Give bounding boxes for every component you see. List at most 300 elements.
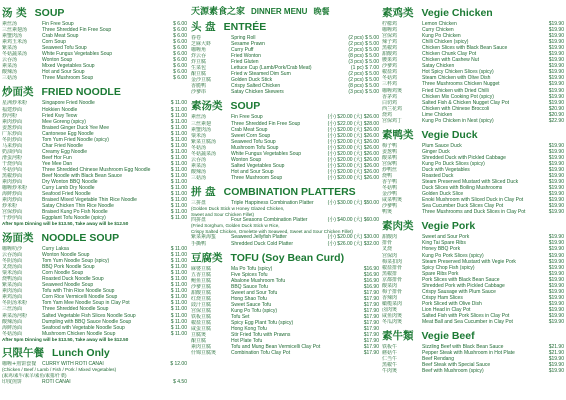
item-name-cn: 排骨 <box>382 240 393 247</box>
item-name-cn: 宫保鸭 <box>382 160 398 167</box>
item-name: Fried w Steamed Dim Sum <box>231 71 291 78</box>
item-price: $19.90 <box>548 148 564 155</box>
item-name-cn: 烧鸭 <box>382 173 393 180</box>
item-name: Shredded Pork with Pickled Cabbage <box>422 282 505 289</box>
item-name-cn: 咖喱叻沙 <box>2 246 23 252</box>
item-name: Tofu and Mung Bean Vermicelli Clay Pot <box>231 344 321 351</box>
item-name-cn: 星洲炒米粉 <box>2 100 28 107</box>
section-title-cn: 素牛類 <box>382 330 414 343</box>
item-price: $19.90 <box>548 356 564 363</box>
item-price: $ 11.00 <box>170 288 187 295</box>
item-name-cn: 素菜汤 <box>191 162 207 169</box>
item-name-cn: 椒盐鸡 <box>382 69 398 76</box>
item-name: Salted Fish & Chicken Nugget Clay Pot <box>422 99 509 106</box>
item-name-cn: 三菇汤 <box>191 174 207 181</box>
item-name: Pepper Steak with Mushroom in Hot Plate <box>422 350 515 357</box>
item-price: $ 11.00 <box>170 191 187 198</box>
item-name-cn: 白切鸡 <box>382 99 398 106</box>
item-price: $16.90 <box>363 265 379 272</box>
item-name-cn: 沙爹鸡 <box>382 63 398 70</box>
item-name-cn: 素肉炒面 <box>2 118 23 125</box>
item-price: $20.90 <box>548 111 564 118</box>
item-price: $17.90 <box>363 295 379 302</box>
item-price: $17.90 <box>363 338 379 345</box>
price-note: After 5pm Dinning will be $13.50, Take away will be $12.50 <box>2 336 129 342</box>
item-name-cn: 酸辣汤 <box>191 168 207 175</box>
item-price: (小) $20.00 (大) $30.00 <box>327 234 379 241</box>
item-name-cn: 咖喱鸡 <box>382 27 398 34</box>
item-name: Curry Chicken <box>422 27 454 34</box>
item-name-cn: 黑椒炒面 <box>2 173 23 180</box>
item-name-cn: 紫菜素海蜇 <box>191 234 217 241</box>
item-name-cn: 豉汁豆腐 <box>191 301 212 308</box>
item-name: CURRY WITH ROTI CANAI <box>42 361 104 368</box>
item-name-cn: 素肉豆腐 <box>191 344 212 351</box>
item-price: $19.90 <box>548 87 564 94</box>
item-name: Plum Sauce Duck <box>422 142 462 149</box>
item-price: $19.90 <box>548 209 564 216</box>
item-price: $19.90 <box>548 270 564 277</box>
item-name-cn: 酸辣汤面 <box>2 318 23 325</box>
section-title-cn: 炒面类 <box>2 86 34 99</box>
platter-detail: Crispy Salted Chicken, Omelette with Seaweed, Sweet and Sour Chicken Fillet) <box>191 228 353 234</box>
item-name-cn: 冬菇鸡 <box>382 75 398 82</box>
item-price: (小) $26.00 (大) $32.00 <box>327 240 379 247</box>
menu-item <box>2 331 187 337</box>
item-price: $ 11.00 <box>170 136 187 143</box>
item-name: Satay Chicken Thin Rice Noodle <box>42 203 114 210</box>
item-name: Fried Wonton <box>231 53 261 60</box>
item-price: (2 pcs) $ 5.00 <box>348 71 379 78</box>
item-name: Kung Po Chicken in Nest (spicy) <box>422 117 494 124</box>
item-name: ROTI CANAI <box>42 378 71 385</box>
item-name: Hong Kong Tofu <box>231 326 267 333</box>
section-title-cn: 素汤类 <box>191 100 223 113</box>
item-name: Meat Ball and Sea Cucumber in Clay Pot <box>422 319 513 326</box>
item-price: $19.90 <box>548 294 564 301</box>
item-price: $ 6.00 <box>173 39 187 46</box>
item-name: Abalone Mushroom Tofu <box>231 277 286 284</box>
item-price: $19.90 <box>548 45 564 52</box>
platter-detail: Sweet and Sour Chicken Fillet) <box>191 211 255 217</box>
item-name-cn: 粟米汤 <box>191 132 207 139</box>
item-price: (小) $20.00 (大) $26.00 <box>327 156 379 163</box>
item-price: $ 11.00 <box>170 160 187 167</box>
item-price: $17.90 <box>363 301 379 308</box>
item-price: $ 11.00 <box>170 276 187 283</box>
menu-item <box>382 319 564 325</box>
item-name-cn: 冬菇鸭 <box>382 185 398 192</box>
lunch-options: (Chicken / Beef / Lamb / Fish / Pork / Mixed Vegetables) <box>2 367 117 373</box>
item-price: $19.90 <box>548 63 564 70</box>
item-price: $ 6.00 <box>173 33 187 40</box>
entree-section <box>191 19 379 95</box>
section-title: Vegie Pork <box>421 220 476 233</box>
item-name-cn: 香脆鸭 <box>191 83 207 90</box>
item-price: $19.90 <box>548 75 564 82</box>
item-name: Hot Spicy Chicken Slices (spicy) <box>422 69 494 76</box>
section-title-cn: 素鸭类 <box>382 128 414 141</box>
lunch-section <box>2 345 187 384</box>
item-name: Chicken with Cashew Nut <box>422 57 479 64</box>
menu-item <box>191 175 379 181</box>
item-name: Three Shredded Fin Free Soup <box>42 27 112 34</box>
item-price: (小) $22.00 (大) $28.00 <box>327 120 379 127</box>
item-name: Enoki Mushroom with Sliced Duck in Clay Pot <box>422 197 524 204</box>
item-name-cn: 云吞汤 <box>191 156 207 163</box>
item-name: Lettuce Cup (Lamb/Pork/Crab Meat) <box>231 65 312 72</box>
item-name: Salted Fish with Pork Slices in Clay Pot <box>422 312 510 319</box>
item-name: Lime Chicken <box>422 111 453 118</box>
item-name: Three Shredded Noodle Soup <box>42 306 109 313</box>
item-name-cn: 咸鱼肉煲 <box>382 312 403 319</box>
item-name: Spicy Egg Plant Tofu (spicy) <box>231 319 294 326</box>
item-name: Four Seasons Combination Platter <box>231 217 308 224</box>
item-name: Singapore Fried Noodle <box>42 100 95 107</box>
item-name: Three Mushroom Soup <box>42 75 94 82</box>
item-name: Fin Free Soup <box>231 114 263 121</box>
item-name: Shredded Duck Cold Platter <box>231 240 293 247</box>
item-name-cn: 宫保肉 <box>382 252 398 259</box>
menu-column-1 <box>2 4 187 388</box>
item-price: (小) $20.00 (大) $26.00 <box>327 138 379 145</box>
item-name-cn: 梅子排骨 <box>382 288 403 295</box>
item-price: $ 11.00 <box>170 203 187 210</box>
section-title: ENTRÉE <box>223 21 267 33</box>
menu-item <box>191 241 379 247</box>
item-name: Wonton Soup <box>231 156 262 163</box>
item-name: Five Spices Tofu <box>231 271 268 278</box>
item-price: $19.90 <box>548 93 564 100</box>
item-price: $16.90 <box>363 271 379 278</box>
item-name-cn: 素蟹肉汤 <box>2 33 23 40</box>
item-price: $ 12.00 <box>170 361 187 368</box>
item-name: Sweet and Sour Pork <box>422 234 470 241</box>
item-name-cn: 宫保炒面 <box>2 209 23 216</box>
item-name: White Fungus Vegetables Soup <box>231 150 302 157</box>
section-title-cn: 拼 盘 <box>191 185 216 198</box>
item-name: Spare Ribs Pork <box>422 270 459 277</box>
item-name-cn: 三菇汤 <box>2 75 18 82</box>
item-price: $ 11.00 <box>170 258 187 265</box>
soup-section <box>2 5 187 81</box>
item-name: Braised Ginger Duck Yee Mee <box>42 124 109 131</box>
item-name-cn: 广东炒面 <box>2 130 23 137</box>
item-price: $ 11.00 <box>170 100 187 107</box>
item-name-cn: 咖喱+煎饼套餐 <box>2 361 37 368</box>
item-name: Tofu with Thin Rice Noodle Soup <box>42 288 115 295</box>
item-name-cn: 炸云吞 <box>191 53 207 60</box>
item-name: Crab Meat Soup <box>231 126 268 133</box>
item-name-cn: 酸菜肉 <box>382 282 398 289</box>
item-price: $ 11.00 <box>170 130 187 137</box>
item-name: Yee Mee Dan <box>42 160 73 167</box>
item-price: $21.90 <box>548 350 564 357</box>
item-name: Ma Po Tofu (spicy) <box>231 265 273 272</box>
item-price: $ 11.00 <box>170 185 187 192</box>
item-name-cn: 干炒伊面 <box>2 215 23 222</box>
item-name-cn: 海鲜炒面 <box>2 191 23 198</box>
item-name-cn: 什锦豆腐煲 <box>191 350 217 357</box>
item-price: $19.90 <box>548 258 564 265</box>
item-price: $ 11.00 <box>170 282 187 289</box>
menu-title: DINNER MENU <box>251 7 308 16</box>
item-name: Steam Preserved Mustard with Sliced Duck <box>422 179 519 186</box>
item-name: Ginger Duck <box>422 148 450 155</box>
item-name-cn: 烧鸡 <box>382 111 393 118</box>
item-name: Stir Fried Tofu with Prawns <box>231 332 291 339</box>
item-name: Crispy Ham Slices <box>422 294 463 301</box>
item-name: Beef Hor Fun <box>42 154 72 161</box>
item-name-cn: 冬菇汤面 <box>2 330 23 337</box>
price-note: After 5pm Dinning will be $13.50, Take away will be $12.50 <box>2 221 129 227</box>
item-name: Chicken Slices with Black Bean Sauce <box>422 45 508 52</box>
item-name-cn: 红烧豆腐 <box>191 295 212 302</box>
item-price: $20.90 <box>548 105 564 112</box>
item-price: (小) $20.00 (大) $26.00 <box>327 174 379 181</box>
menu-item <box>2 379 187 385</box>
menu-item <box>2 75 187 81</box>
item-name: Three Mushrooms and Duck Slices in Clay Pot <box>422 209 526 216</box>
item-name: Satay Chicken <box>422 63 455 70</box>
item-price: $19.90 <box>548 33 564 40</box>
item-name: Corn Noodle Soup <box>42 270 84 277</box>
item-name-cn: 素肉汤面 <box>2 288 23 295</box>
menu-column-3 <box>382 4 564 377</box>
item-name: Curry Puff <box>231 47 254 54</box>
item-name-cn: 甜酸肉 <box>382 234 398 241</box>
item-price: $19.90 <box>548 81 564 88</box>
item-name: Chicken Mix Cooking Pot (spicy) <box>422 93 494 100</box>
item-name-cn: 橄榄菜肉 <box>382 300 403 307</box>
item-name: Crispy Salted Chicken <box>231 83 281 90</box>
item-name-cn: 芝麻大虾 <box>191 41 212 48</box>
item-name-cn: 春卷 <box>191 35 202 41</box>
item-name: Spring Roll <box>231 35 256 41</box>
item-name: Three Mushroom Soup <box>231 174 283 181</box>
item-name: Beef Steak with Special Sauce <box>422 362 491 369</box>
tofu-section <box>191 250 379 357</box>
item-name-cn: 云吞汤 <box>2 57 18 64</box>
item-name-cn: 金沙豆腐 <box>191 77 212 84</box>
item-price: $ 6.00 <box>173 75 187 82</box>
menu-item <box>382 368 564 374</box>
item-name: Kung Po Pork Slices (spicy) <box>422 252 484 259</box>
item-name-cn: 冬阴汤面 <box>2 258 23 265</box>
item-price: $19.90 <box>548 276 564 283</box>
platter-detail: (Golden Duck Stick w Honey Glazed Chicken, <box>191 206 285 212</box>
item-name: Corn Rice Vermicelli Noodle Soup <box>42 294 118 301</box>
item-name-cn: 云吞汤面 <box>2 252 23 259</box>
item-price: (小) $20.00 (大) $26.00 <box>327 162 379 169</box>
item-name-cn: 宫保豆腐 <box>191 307 212 314</box>
item-name-cn: 四拼盘 <box>191 217 207 224</box>
item-name: Beef with Mushroom (spicy) <box>422 368 484 375</box>
item-price: $19.90 <box>548 288 564 295</box>
item-name-cn: 沙爹鸭 <box>382 203 398 210</box>
item-price: $19.90 <box>548 166 564 173</box>
item-name-cn: 紫菜豆腐汤 <box>191 138 217 145</box>
item-name-cn: 梅菜扣肉 <box>382 258 403 265</box>
item-name: Beef Noodle with Black Bean Sauce <box>42 173 123 180</box>
item-name-cn: 冬菇蔬菜汤 <box>2 51 28 58</box>
item-name-cn: 素蟹肉汤 <box>191 126 212 133</box>
item-price: $19.90 <box>548 282 564 289</box>
item-name-cn: 沙爹串 <box>191 89 207 96</box>
item-name-cn: 生菜包 <box>191 65 207 72</box>
item-price: $ 11.00 <box>170 142 187 149</box>
item-name: Hot and Sour Soup <box>42 69 85 76</box>
item-price: $ 6.00 <box>173 57 187 64</box>
item-name-cn: 冬菇伊面 <box>2 166 23 173</box>
item-name: Salted Vegetable Fish Slices Noodle Soup <box>42 312 136 319</box>
item-name-cn: 咖喱炒米粉 <box>2 185 28 192</box>
section-title-cn: 豆腐类 <box>191 251 223 264</box>
item-name: Tom Yum Fried Noodle (spicy) <box>42 136 109 143</box>
item-name-cn: 黑椒鸡 <box>382 45 398 52</box>
item-price: $19.90 <box>548 160 564 167</box>
item-price: (小) $20.00 (大) $26.00 <box>327 150 379 157</box>
item-name-cn: 黑椒排 <box>382 270 398 277</box>
item-name-cn: 三丝素翅汤 <box>2 27 28 34</box>
item-name: Three Shredded Chinese Mushroom Egg Noodle <box>42 166 151 173</box>
item-name-cn: 三丝素翅 <box>191 120 212 127</box>
item-price: $19.90 <box>548 142 564 149</box>
section-title: SOUP <box>230 100 261 113</box>
item-name-cn: 炒河粉 <box>2 112 18 119</box>
item-name: Steam Chicken with Olive Dish <box>422 75 491 82</box>
item-price: $ 11.00 <box>170 112 187 119</box>
item-name-cn: 印度煎饼 <box>2 378 23 385</box>
item-price: $ 11.00 <box>170 246 187 252</box>
item-price: (小) $20.00 (大) $26.00 <box>327 132 379 139</box>
item-name: Sizzling Beef with Black Bean Sauce <box>422 344 504 351</box>
menu-item <box>191 89 379 95</box>
item-name: Lion Head in Clay Pot <box>422 306 471 313</box>
item-name: Mushroom Tofu Soup <box>231 144 279 151</box>
item-name-cn: 奶油伊面 <box>2 148 23 155</box>
item-name: Braised Kung Po Fish Noodle <box>42 209 108 216</box>
item-name: Hokkien Noodle <box>42 106 78 113</box>
item-name-cn: 素菜汤 <box>2 63 18 70</box>
item-price: $19.90 <box>548 185 564 192</box>
item-price: $19.90 <box>548 246 564 253</box>
item-price: $ 6.00 <box>173 63 187 70</box>
item-name: Chicken Chunk Clay Pot <box>422 51 477 58</box>
item-name: Triple Happiness Combination Platter <box>231 199 314 206</box>
item-name-cn: 香茅鸡 <box>382 93 398 100</box>
item-name-cn: 铁板牛 <box>382 344 398 351</box>
item-price: $19.90 <box>548 39 564 46</box>
soup-section-2 <box>191 98 379 181</box>
item-name-cn: 素肉炒面 <box>2 197 23 204</box>
item-name-cn: 宫保鸡 <box>382 33 398 40</box>
item-price: $ 11.00 <box>170 154 187 161</box>
item-name: Salted Vegetables Soup <box>231 162 285 169</box>
item-price: (小) $20.00 (大) $26.00 <box>327 144 379 151</box>
fried-noodle-section <box>2 84 187 227</box>
item-name-cn: 甜酸豆腐 <box>191 289 212 296</box>
menu-title-cn: 晚餐 <box>313 7 330 16</box>
item-price: $ 11.00 <box>170 118 187 125</box>
item-name-cn: 冬菇蔬菜汤 <box>191 150 217 157</box>
item-name-cn: 冬瓜肉煲 <box>382 319 403 326</box>
item-price: (3 pcs) $ 5.00 <box>348 59 379 66</box>
menu-item <box>382 118 564 124</box>
item-name-cn: 沙爹豆腐 <box>191 283 212 290</box>
item-price: $19.90 <box>548 21 564 27</box>
item-name: Tom Yum Noodle Soup (spicy) <box>42 258 110 265</box>
item-name-cn: 炒米粉 <box>2 203 18 210</box>
item-price: (2 pcs) $ 5.00 <box>348 47 379 54</box>
item-name: BBQ Pork Noodle Soup <box>42 264 95 271</box>
item-price: $ 11.00 <box>170 173 187 180</box>
item-name-cn: 卤肉煲 <box>382 306 398 313</box>
item-name: Wonton Soup <box>42 57 73 64</box>
item-name-cn: 腰果鸡 <box>382 57 398 64</box>
item-name-cn: 椒盐排骨 <box>382 264 403 271</box>
item-price: $ 6.00 <box>173 69 187 76</box>
item-price: $ 4.50 <box>173 378 187 385</box>
item-name-cn: 紫菜汤面 <box>2 282 23 289</box>
item-price: $17.90 <box>363 307 379 314</box>
item-price: $19.90 <box>548 99 564 106</box>
item-name-cn: 冬菇汤 <box>191 144 207 151</box>
item-name: Seafood with Vegetable Noodle Soup <box>42 324 125 331</box>
item-name-cn: 咖喱角 <box>191 47 207 54</box>
platter-detail: (Fried Sorghum, Golden Duck Stick w Rice, <box>191 223 280 229</box>
item-price: $19.90 <box>548 27 564 34</box>
item-name-cn: 冬阴炒面 <box>2 136 23 143</box>
section-title-cn: 素肉类 <box>382 220 414 233</box>
item-price: $19.90 <box>548 312 564 319</box>
menu-item <box>382 209 564 215</box>
item-name-cn: 素菜汤河粉 <box>2 312 28 319</box>
item-name: Creamy Egg Noodle <box>42 148 88 155</box>
item-name: Seaweed Noodle Soup <box>42 282 94 289</box>
section-title: COMBINATION PLATTERS <box>223 185 356 198</box>
item-price: $ 11.00 <box>170 166 187 173</box>
item-name: Kung Po Duck Slices (spicy) <box>422 160 485 167</box>
combination-section <box>191 184 379 247</box>
section-title-cn: 汤 类 <box>2 7 27 19</box>
item-price: $17.90 <box>363 326 379 333</box>
item-name-cn: 粟米汤面 <box>2 270 23 277</box>
item-price: $ 11.00 <box>170 124 187 131</box>
item-name-cn: 酿豆腐 <box>191 71 207 78</box>
item-name-cn: 梅子鸭 <box>382 142 398 149</box>
item-price: $19.90 <box>548 264 564 271</box>
menu-column-2 <box>191 4 379 359</box>
item-name: Golden Duck Slice <box>422 191 464 198</box>
item-name: Chicken with Chinese Broccoli <box>422 105 490 112</box>
item-price: $ 11.00 <box>170 330 187 337</box>
item-price: $ 11.00 <box>170 324 187 331</box>
item-name: Fried Chicken with Dried Chilli <box>422 87 489 94</box>
item-name: Steam Preserved Mustard with Vegie Pork <box>422 258 516 265</box>
item-price: $22.90 <box>548 117 564 124</box>
item-name-cn: 三丝汤面 <box>2 306 23 313</box>
item-name-cn: 炒鸭丝 <box>382 166 398 173</box>
section-title: Lunch Only <box>52 347 110 360</box>
section-title-cn: 只限午餐 <box>2 347 44 360</box>
item-price: $16.90 <box>363 283 379 290</box>
section-title: Vegie Chicken <box>421 7 493 19</box>
item-price: $19.90 <box>548 179 564 186</box>
item-name-cn: 五香豆腐 <box>191 271 212 278</box>
item-name: Seaweed Jellyfish Platter <box>231 234 287 241</box>
item-name: Pork Sliced with Olive Dish <box>422 300 482 307</box>
